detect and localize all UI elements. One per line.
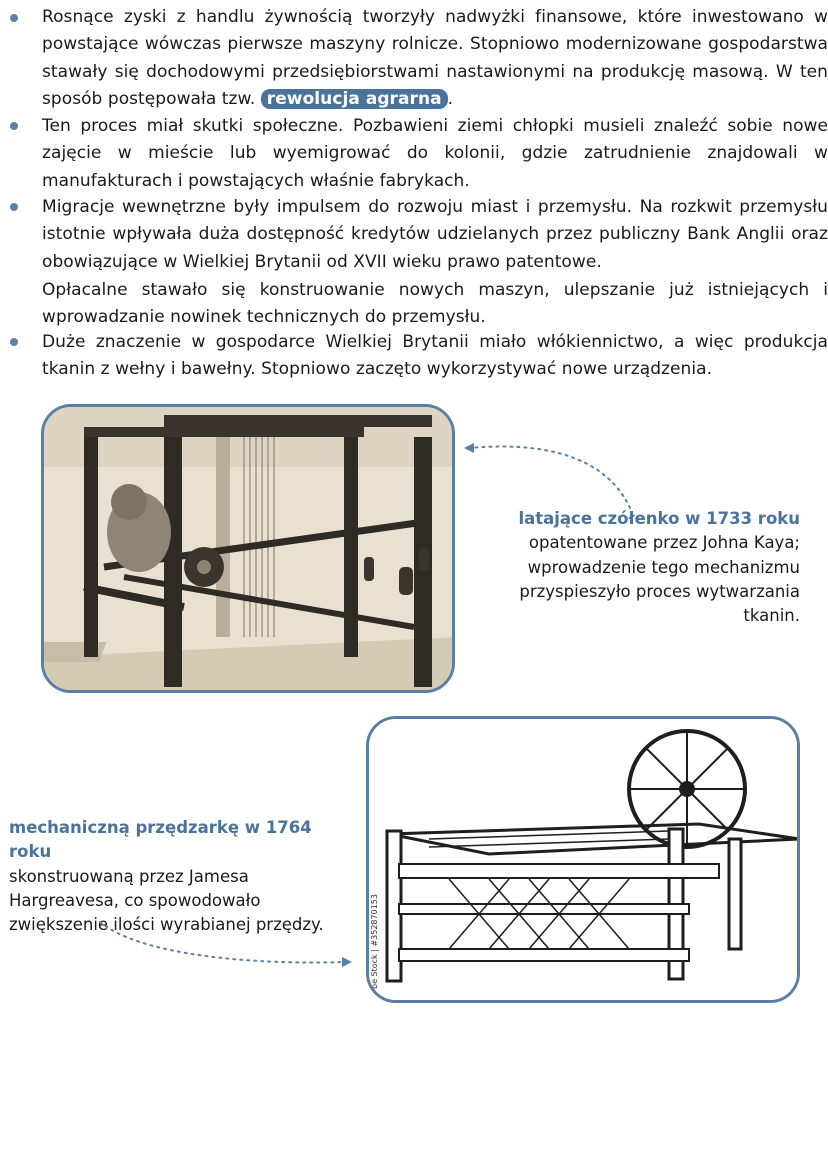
caption-line: wprowadzenie tego mechanizmu bbox=[527, 557, 800, 577]
bullet-3 bbox=[10, 203, 18, 211]
caption-line: opatentowane przez Johna Kaya; bbox=[528, 533, 800, 553]
paragraph-textiles: Duże znaczenie w gospodarce Wielkiej Brytanii miało włókiennictwo, a więc produkcja tkanin z wełny i bawełny. Stopniowo zaczęto wykorzystywać nowe urządzenia. bbox=[42, 332, 828, 380]
paragraph-migrations: Migracje wewnętrzne były impulsem do rozwoju miast i przemysłu. Na rozkwit przemysłu istotnie wpływała duża dostępność kredytów udzielanych przez publiczny Bank Anglii oraz obowiązujące w Wielkiej Brytanii od XVII wieku prawo patentowe. bbox=[42, 197, 828, 272]
spinning-jenny-illustration bbox=[369, 719, 800, 1003]
spinning-jenny-image bbox=[366, 716, 800, 1003]
image-watermark: be Stock | #352870153 bbox=[370, 894, 379, 989]
caption-line: zwiększenie ilości wyrabianej przędzy. bbox=[9, 915, 324, 935]
arrowhead-2 bbox=[342, 957, 352, 967]
highlight-term: rewolucja agrarna bbox=[261, 89, 448, 109]
loom-illustration bbox=[44, 407, 455, 693]
caption-flying-shuttle-title: latające czółenko w 1733 roku bbox=[518, 509, 800, 528]
caption-line: przyspieszyło proces wytwarzania bbox=[519, 581, 800, 601]
paragraph-agrarian-revolution: Rosnące zyski z handlu żywnością tworzyły nadwyżki finansowe, które inwestowano w powstające wówczas pierwsze maszyny rolnicze. Stopniowo modernizowane gospodarstwa stawały się dochodowymi przedsiębiorstwami nastawionymi na produkcję masową. W ten sposób postępowała tzw. rewolucja agrarna . bbox=[42, 7, 828, 109]
caption-spinning-jenny-title: mechaniczną przędzarkę w 1764 roku bbox=[9, 818, 312, 862]
arrowhead-1 bbox=[464, 443, 474, 453]
bullet-4 bbox=[10, 338, 18, 346]
caption-flying-shuttle bbox=[470, 507, 800, 628]
dotted-arrow-1 bbox=[470, 447, 630, 508]
bullet-2 bbox=[10, 122, 18, 130]
caption-line: tkanin. bbox=[743, 606, 800, 626]
paragraph-social-effects: Ten proces miał skutki społeczne. Pozbawieni ziemi chłopki musieli znaleźć sobie nowe zajęcie w mieście lub wyemigrować do kolonii, gdzie zatrudnienie znajdowali w manufakturach i powstających właśnie fabrykach. bbox=[42, 116, 828, 191]
caption-line: Hargreavesa, co spowodowało bbox=[9, 890, 261, 910]
bullet-1 bbox=[10, 14, 18, 22]
caption-line: skonstruowaną przez Jamesa bbox=[9, 866, 249, 886]
flying-shuttle-image bbox=[41, 404, 455, 693]
paragraph-innovation: Opłacalne stawało się konstruowanie nowych maszyn, ulepszanie już istniejących i wprowadzanie nowinek technicznych do przemysłu. bbox=[42, 280, 828, 328]
caption-spinning-jenny bbox=[9, 816, 359, 937]
